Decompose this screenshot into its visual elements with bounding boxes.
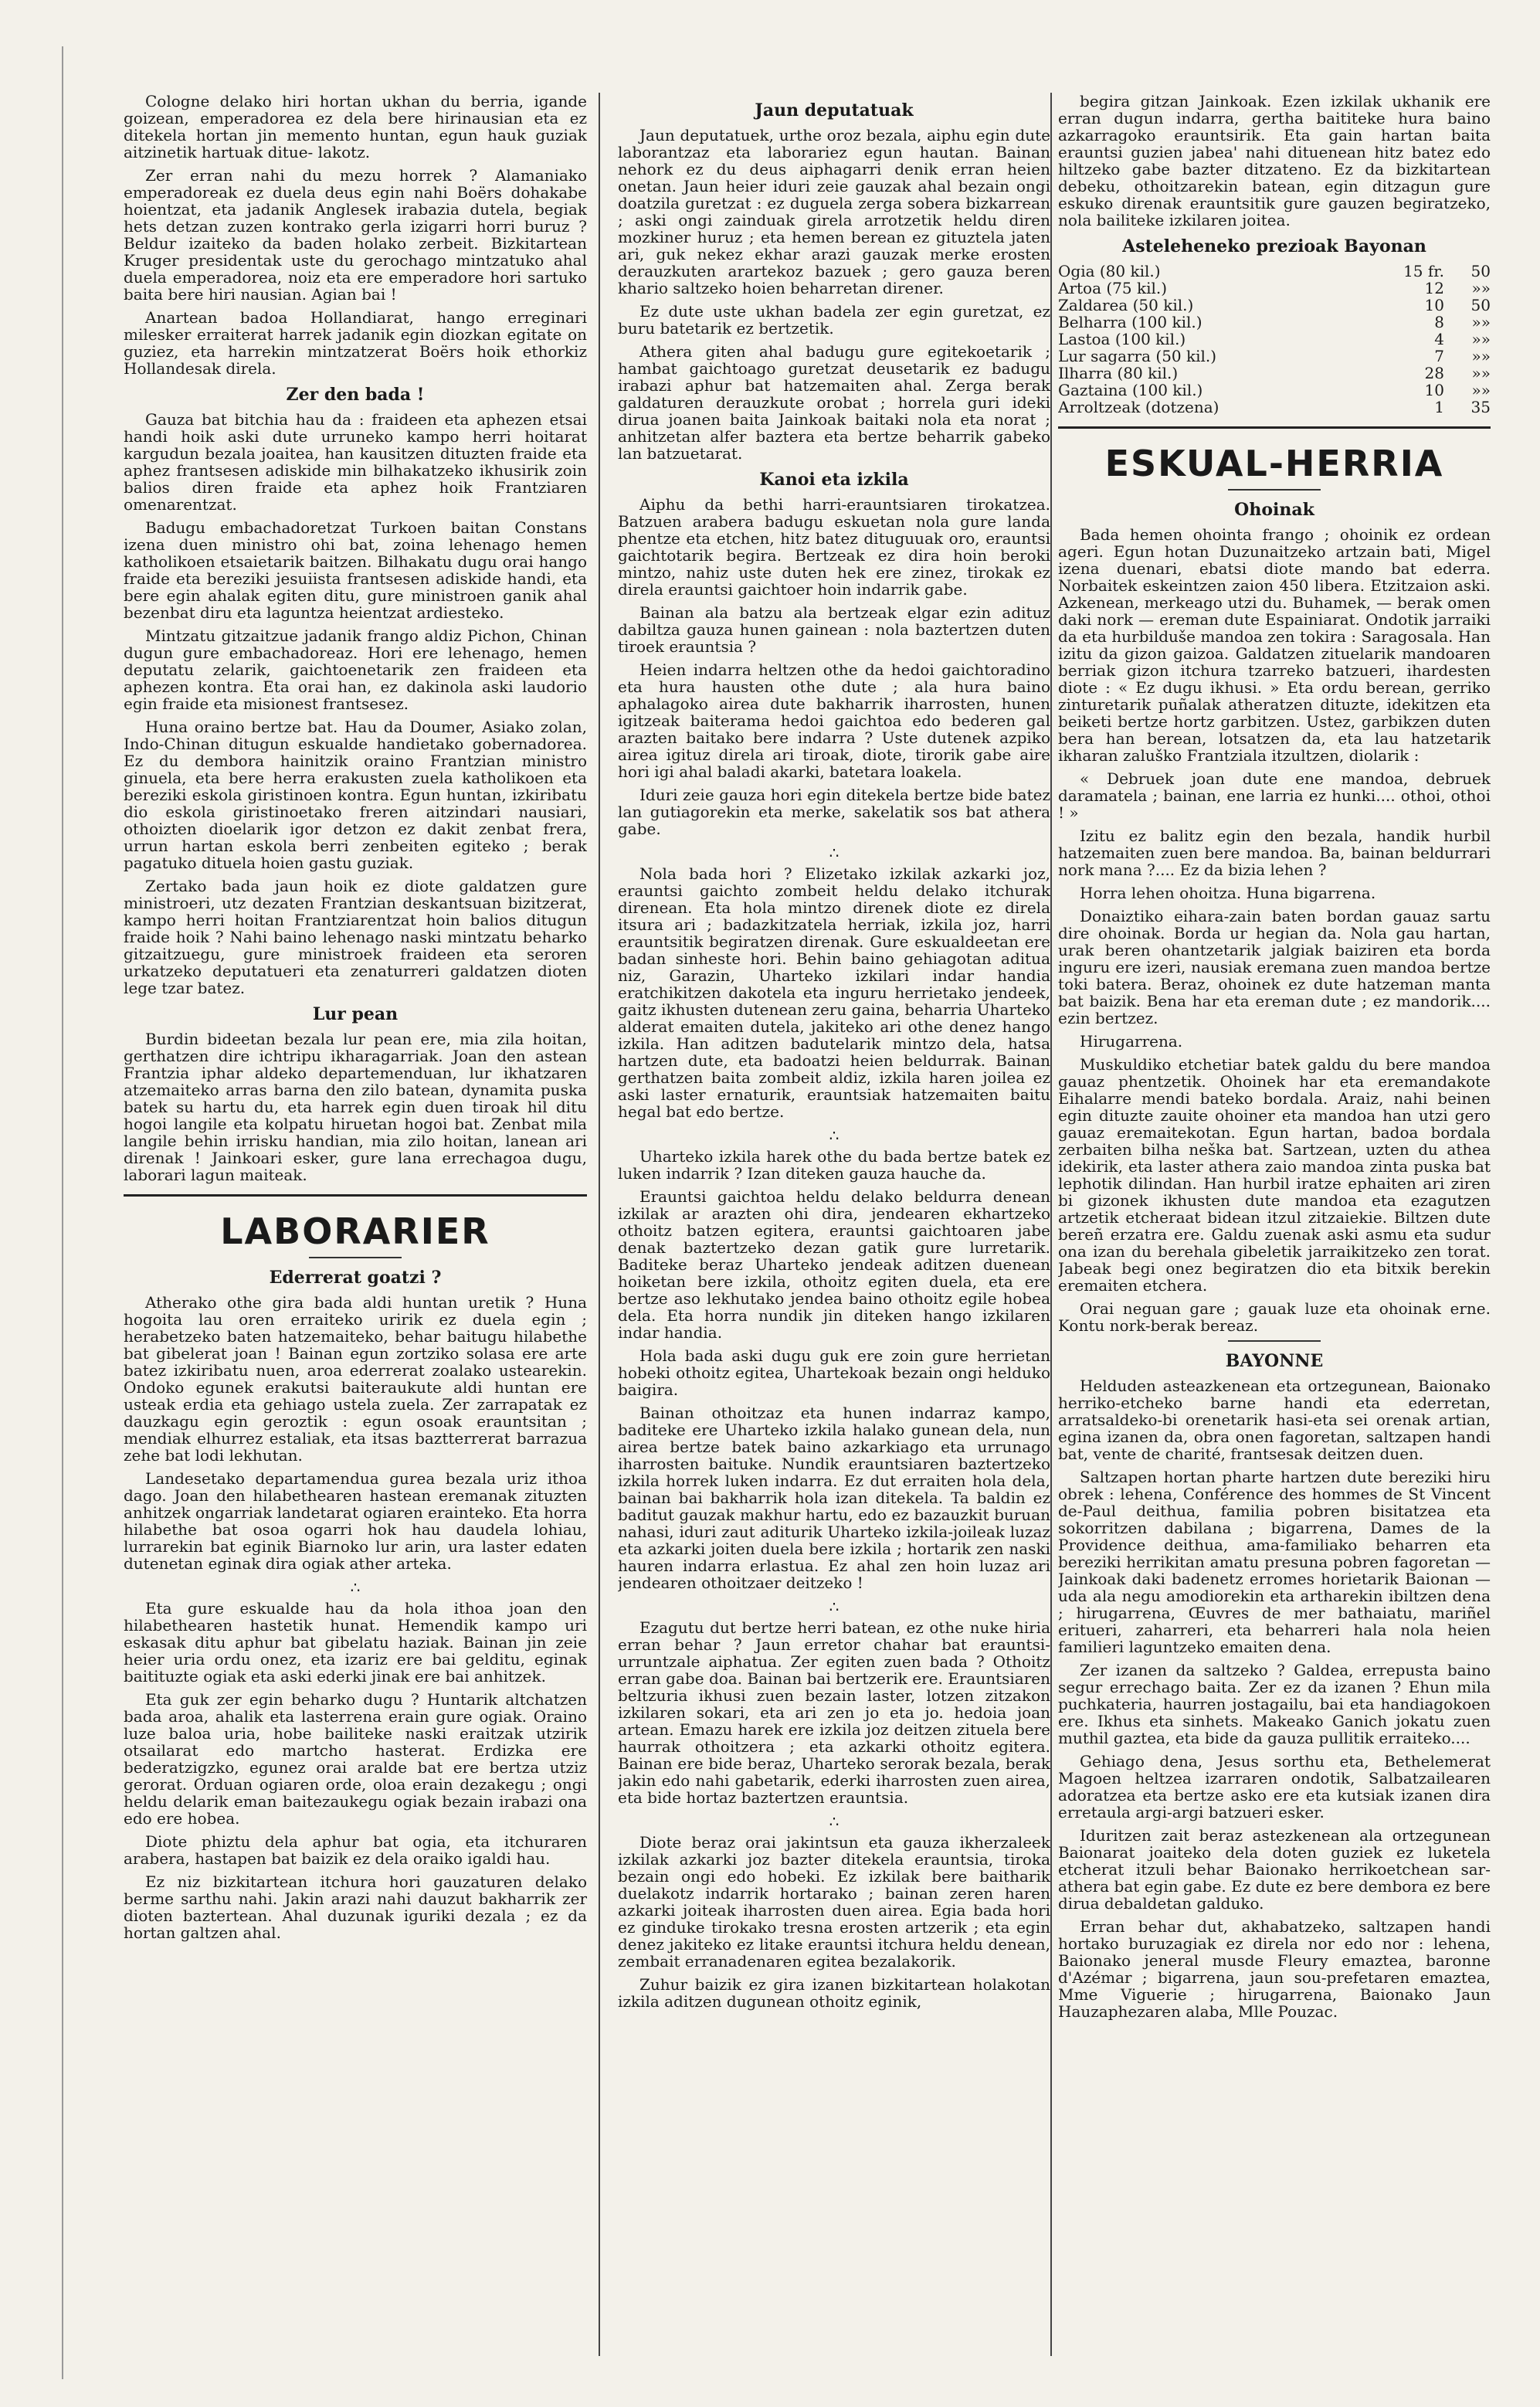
paragraph: Landesetako departamendua gurea bezala uriz ithoa dago. Joan den hilabethearen hastean eremanak zituzten anhitzek ongarriak landetarat ogiaren erainteko. Eta horra hilabethe bat osoa ogarri hok hau daudela lohiau, lurrarekin bat eginik Biarnoko lur arin, ura laster edaten dutenetan eginak dira ogiak ather arteka.: [124, 1469, 587, 1573]
paragraph: Eta gure eskualde hau da hola ithoa joan den hilabethearen hastetik hunat. Hemendik kampo uri eskasak ditu aphur bat gibelatu haziak. Bainan jin zeie heier uria ordu onez, eta izariz ere bai gelditu, eginak baitituzte ogiak eta aski ederki jinak ere bai anhitzek.: [124, 1599, 587, 1686]
paragraph: Orai neguan gare ; gauak luze eta ohoinak erne. Kontu nork-berak bereaz.: [1058, 1299, 1491, 1335]
section-ornament: ∴: [829, 1126, 840, 1145]
paragraph: Muskuldiko etchetiar batek galdu du bere mandoa gauaz phentzetik. Ohoinek har eta eremandakote Eihalarre mendi bateko bordala. Araiz, nahi beinen egin dituzte zauite ohoiner eta mandoa han utzi gero gauaz eremaitekotan. Egun hartan, badoa bordala zerbaiten bilha neška bat. Sartzean, uzten du athea idekirik, eta laster athera zaio mandoa zinta puska bat lephotik dilindan. Han hurbil iratze ephaiten ari ziren bi gizonek ikhusten dute mandoa eta ezagutzen artzetik etcheraat bidean itzul zitzaiekie. Biltzen dute bereñ erzatra ere. Galdu zuenak aski asmu eta sudur ona izan du berehala gibeletik jarraikitzeko zen torat. Jabeak begi onez begiratzen dio eta bitxik berekin eremaiten etchera.: [1058, 1055, 1491, 1295]
paragraph: Zer erran nahi du mezu horrek ? Alamaniako emperadoreak ez duela deus egin nahi Boërs dohakabe hoientzat, eta jadanik Anglesek irabazia dutela, begiak hets detzan zuzen kontrako gerla izigarri horri buruz ? Beldur izaiteko da baden holako zerbeit. Bizkitartean Kruger presidentak uste du gerochago mintzatuko ahal duela emperadorea, noiz eta ere emperadore hori sartuko baita bere hiri nausian. Agian bai !: [124, 166, 587, 304]
price-value: 15 fr.: [1403, 262, 1444, 280]
paragraph: Burdin bideetan bezala lur pean ere, mia zila hoitan, gerthatzen dire ichtripu ikharagarriak. Joan den astean Frantzia iphar aldeko departemenduan, lur ikhatzaren atzemaiteko arras barna den zilo batean, dynamita puska batek su hartu du, eta harrek egin duen tiroak hil ditu hogoi langile eta kolpatu hiruetan hogoi bat. Zenbat mila langile behin irrisku handian, mia zilo hoitan, lanean ari direnak ! Jainkoari esker, gure lana errechagoa dugu, laborari lagun maiteak.: [124, 1030, 587, 1184]
paragraph: Ez dute uste ukhan badela zer egin guretzat, ez buru batetarik ez bertzetik.: [618, 302, 1050, 338]
section-heading: BAYONNE: [1225, 1351, 1324, 1371]
paragraph: Erran behar dut, akhabatzeko, saltzapen handi hortako buruzagiak ez direla nor edo nor : lehena, Baionako jeneral musde Fleury emaztea, baronne d'Azémar ; bigarrena, jaun sou-prefetaren emaztea, Mme Viguerie ; hirugarrena, Baionako Jaun Hauzaphezaren alaba, Mlle Pouzac.: [1058, 1917, 1491, 2021]
price-item: Lastoa (100 kil.): [1058, 330, 1186, 348]
paragraph: Hola bada aski dugu guk ere zoin gure herrietan hobeki othoitz egitea, Uhartekoak bezain ongi helduko baigira.: [618, 1346, 1050, 1399]
price-row: [1058, 263, 1491, 280]
divider: [309, 1257, 402, 1258]
price-value: 8: [1434, 313, 1444, 331]
paragraph: Diote phiztu dela aphur bat ogia, eta itchuraren arabera, hastapen bat baizik ez dela oraiko igaldi hau.: [124, 1832, 587, 1868]
paragraph: Gauza bat bitchia hau da : fraideen eta aphezen etsai handi hoik aski dute urruneko kampo herri hoitarat kargudun bezala joaitea, han kausitzen dituzten fraide eta aphez frantsesen adiskide min bilhakatzeko ikhusirik zoin balios diren fraide eta aphez hoik Frantziaren omenarentzat.: [124, 410, 587, 514]
price-item: Gaztaina (100 kil.): [1058, 381, 1203, 399]
paragraph: Ezagutu dut bertze herri batean, ez othe nuke hiria erran behar ? Jaun erretor chahar bat erauntsi-urruntzale aiphatua. Zer egiten zuen bada ? Othoitz erran gabe doa. Bainan bai bertzerik ere. Erauntsiaren beltzuria ikhusi zuen bezain laster, lotzen zitzakon izkilaren sokari, eta ari zen jo eta jo. hedoia joan artean. Emazu harek ere izkila joz deitzen zituela bere haurrak othoitzera ; eta azkarki othoitz egitera. Bainan ere bide beraz, Uharteko serorak bezala, berak jakin edo nahi gabetarik, ederki iharrosten zuen airea, eta bide hortaz baztertzen erauntsia.: [618, 1618, 1050, 1807]
paragraph: Izitu ez balitz egin den bezala, handik hurbil hatzemaiten zuen bere mandoa. Ba, bainan beldurrari nork mana ?.... Ez da bizia lehen ?: [1058, 827, 1491, 879]
paragraph: Zertako bada jaun hoik ez diote galdatzen gure ministroeri, utz dezaten Frantzian deskantsuan bizitzerat, kampo herri hoitan Frantziarentzat hoin balios ditugun fraide hoik ? Nahi baino lehenago naski mintzatu beharko gitzaitzuegu, gure ministroek fraideen eta seroren urkatzeko deputatueri eta zenaturreri galdatzen dioten lege tzar batez.: [124, 877, 587, 997]
paragraph: Mintzatu gitzaitzue jadanik frango aldiz Pichon, Chinan dugun gure embachadoreaz. Hori ere lehenago, hemen deputatu zelarik, gaichtoenetarik zen fraideen eta aphezen kontra. Eta orai han, ez dakinola aski laudorio egin fraide eta misionest frantsesez.: [124, 626, 587, 713]
price-value: 1: [1434, 398, 1444, 416]
price-value: 7: [1434, 347, 1444, 365]
paragraph: Horra lehen ohoitza. Huna bigarrena.: [1080, 884, 1376, 902]
price-value: »»: [1471, 313, 1491, 331]
price-item: Belharra (100 kil.): [1058, 313, 1202, 331]
paragraph: « Debruek joan dute ene mandoa, debruek daramatela ; bainan, ene larria ez hunki.... othoi, othoi ! »: [1058, 769, 1491, 822]
paragraph: Zuhur baizik ez gira izanen bizkitartean holakotan izkila aditzen dugunean othoitz eginik,: [618, 1975, 1050, 2011]
paragraph: Uharteko izkila harek othe du bada bertze batek ez luken indarrik ? Izan diteken gauza hauche da.: [618, 1147, 1050, 1183]
paragraph: Erauntsi gaichtoa heldu delako beldurra denean izkilak ar arazten ohi dira, jendearen ekhartzeko othoitz batzen egitera, erauntsi gaichtoaren jabe denak baztertzeko dezan gatik gure lurretarik. Baditeke beraz Uharteko jendeak aditzen duenean hoiketan bere izkila, othoitz egiten duela, eta ere bertze aso lekhutako jendea baino othoitz egile hobea dela. Eta horra nundik jin diteken hango izkilaren indar handia.: [618, 1187, 1050, 1342]
price-value: 50: [1470, 296, 1491, 314]
section-ornament: ∴: [829, 844, 840, 862]
section-heading: Kanoi eta izkila: [759, 470, 909, 490]
paragraph: Huna oraino bertze bat. Hau da Doumer, Asiako zolan, Indo-Chinan ditugun eskualde handietako gobernadorea. Ez du dembora hainitzik oraino Frantzian ministro ginuela, eta bere herra erakusten zuela katholikoen eta bereziki eskola giristinoen kontra. Egun huntan, izkiribatu dio eskola giristinoetako freren aitzindari nausiari, othoizten dioelarik igor detzon ez dakit zenbat frera, urrun hartan eskola berri zenbeiten egiteko ; berak pagatuko dituela hoien gastu guziak.: [124, 718, 587, 872]
price-item: Zaldarea (50 kil.): [1058, 296, 1194, 314]
price-value: 10: [1424, 381, 1444, 399]
section-ornament: ∴: [829, 1812, 840, 1831]
section-heading: Zer den bada !: [286, 385, 425, 405]
price-value: 28: [1424, 364, 1444, 382]
paragraph: Bainan ala batzu ala bertzeak elgar ezin adituz dabiltza gauza hunen gainean : nola baztertzen duten tiroek erauntsia ?: [618, 603, 1050, 656]
price-value: »»: [1471, 330, 1491, 348]
price-value: 12: [1424, 279, 1444, 297]
intro-section: [124, 93, 587, 377]
price-row: [1058, 399, 1491, 416]
paragraph: Nola bada hori ? Elizetako izkilak azkarki joz, erauntsi gaichto zombeit heldu delako itchurak direnean. Eta hola mintzo direnek diote ez direla itsura ari ; badazkitzatela herriak, izkila joz, harri erauntsitik begiratzen direnak. Gure eskualdeetan ere badan sinheste hori. Behin baino gehiagotan aditua niz, Garazin, Uharteko izkilari indar handia eratchikitzen dakotela eta inguru herrietako jendeek, gaitz ikhusten dutenean zeru gaina, beharria Uharteko alderat emaiten dutela, jakiteko ari othe denez hango izkila. Han aditzen badutelarik mintzo dela, hatsa hartzen dute, eta badoatzi heien beldurrak. Bainan gerthatzen baita zombeit aldiz, izkila haren joilea ez aski laster ernaturik, erauntsiak hatzemaiten baitu hegal bat edo bertze.: [618, 864, 1050, 1121]
price-value: 35: [1470, 398, 1491, 416]
section-heading: Ederrerat goatzi ?: [269, 1268, 442, 1288]
price-value: »»: [1471, 279, 1491, 297]
section-ornament: ∴: [350, 1578, 361, 1597]
section-heading: Jaun deputatuak: [755, 100, 914, 121]
price-item: Lur sagarra (50 kil.): [1058, 347, 1217, 365]
paragraph: Gehiago dena, Jesus sorthu eta, Bethelemerat Magoen heltzea izarraren ondotik, Salbatzailearen adoratzea eta bertze asko ere eta kutsiak izanen dira erretaula argi-argi batzueri esker.: [1058, 1752, 1491, 1821]
paragraph: Bainan othoitzaz eta hunen indarraz kampo, baditeke ere Uharteko izkila halako gunean dela, nun airea bertze batek baino azkarkiago eta urrunago iharrosten baituke. Nundik erauntsiaren baztertzeko izkila horrek luken indarra. Ez dut erraiten hola dela, bainan bai bakharrik hola izan ditekela. Ta baldin ez baditut gauzak makhur hartu, edo ez bazauzkit buruan nahasi, iduri zaut aditurik Uharteko izkila-joileak luzaz eta azkarki joiten duela bere izkila ; hortarik zen naski hauren indarra erlastua. Ez ahal zen hoin luzaz ari jendearen othoitzaer deitzeko !: [618, 1404, 1050, 1592]
price-row: [1058, 297, 1491, 314]
column-2: [618, 93, 1050, 2364]
paragraph: Helduden asteazkenean eta ortzegunean, Baionako herriko-etcheko barne handi eta ederretan, arratsaldeko-bi orenetarik hasi-eta sei orenak artian, egina izanen da, obra onen fagoretan, saltzapen handi bat, vente de charité, frantsesak deitzen duen.: [1058, 1377, 1491, 1463]
price-value: »»: [1471, 347, 1491, 365]
price-value: »»: [1471, 381, 1491, 399]
price-value: 50: [1470, 262, 1491, 280]
paragraph: Saltzapen hortan pharte hartzen dute bereziki hiru obrek : lehena, Conférence des hommes de St Vincent de-Paul deithua, familia pobren bisitatzea eta sokorritzen dabilana ; bigarrena, Dames de la Providence deithua, ama-familiako beharren eta bereziki herrikitan amatu presuna pobren fagoretan — Jainkoak daki badenetz erromes horietarik Baionan — uda ala negu amodiorekin eta artharekin ibiltzen dena ; hirugarrena, Œuvres de mer bathaiatu, mariñel eritueri, zaharreri, eta beharreri hala nola heien familieri laguntzeko emaiten dena.: [1058, 1468, 1491, 1656]
paragraph: Eta guk zer egin beharko dugu ? Huntarik altchatzen bada aroa, ahalik eta lasterrena erain gure ogiak. Oraino luze baloa uria, hobe bailiteke naski eraitzak utzirik otsailarat edo martcho hasterat. Erdizka ere bederatzigzko, egunez orai aralde bat ere bertza utziz gerorat. Orduan ogiaren orde, oloa erain dezakegu ; ongi heldu delarik eman baitezaukegu ogiak bezain irabazi ona edo ere hobea.: [124, 1690, 587, 1828]
paragraph: Anartean badoa Hollandiarat, hango erreginari milesker erraiterat harrek jadanik egin diozkan egitate on guziez, eta harrekin mintzatzerat Boërs hoik ethorkiz Hollandesak direla.: [124, 308, 587, 378]
price-row: [1058, 331, 1491, 348]
paragraph: Cologne delako hiri hortan ukhan du berria, igande goizean, emperadorea ez dela bere hirinausian eta ez ditekela hortan jin memento huntan, egun hauk guziak aitzinetik hartuak ditue- lakotz.: [124, 93, 587, 161]
price-row: [1058, 280, 1491, 297]
paragraph: Donaiztiko eihara-zain baten bordan gauaz sartu dire ohoinak. Borda ur hegian da. Nola gau hartan, urak beren ohantzetarik jalgiak baiziren eta borda inguru ere izeri, nausiak eremana zuen mandoa bertze toki batera. Beraz, ohoinek ez dute hatzeman manta bat baizik. Bena har eta ereman dute ; ez mandorik.... ezin bertzez.: [1058, 907, 1491, 1027]
section-heading: Ohoinak: [1234, 500, 1314, 520]
price-list: [1058, 263, 1491, 416]
paragraph: Hirugarrena.: [1080, 1032, 1183, 1051]
column-1: [124, 93, 587, 2364]
price-item: Ogia (80 kil.): [1058, 262, 1161, 280]
divider: [1228, 489, 1321, 491]
price-row: [1058, 314, 1491, 331]
price-item: Artoa (75 kil.): [1058, 279, 1168, 297]
paragraph: Ez niz bizkitartean itchura hori gauzaturen delako berme sarthu nahi. Jakin arazi nahi dauzut bakharrik zer dioten baztertean. Ahal duzunak iguriki dezala ; ez da hortan galtzen ahal.: [124, 1872, 587, 1942]
price-value: »»: [1471, 364, 1491, 382]
paragraph: Iduritzen zait beraz astezkenean ala ortzegunean Baionarat joaiteko dela doten guziek ez luketela etcherat itzuli behar Baionako herrikoetchean sar-athera bat egin gabe. Ez dute ez bere dembora ez bere dirua debaldetan galduko.: [1058, 1826, 1491, 1913]
paragraph: Heien indarra heltzen othe da hedoi gaichtoradino eta hura hausten othe dute ; ala hura baino aphalagoko airea dute bakharrik iharrosten, hunen igitzeak baiterama hedoi gaichtoa edo bederen gal arazten baitako bere indarra ? Uste dutenek azpiko airea igituz direla ari tiroak, diote, tirorik gabe aire hori igi ahal baladi akarki, batetara loakela.: [618, 660, 1050, 781]
price-value: 4: [1434, 330, 1444, 348]
paragraph: Iduri zeie gauza hori egin ditekela bertze bide batez lan gutiagorekin eta merke, sakelatik sos bat athera gabe.: [618, 786, 1050, 838]
column-rule: [1050, 93, 1052, 2356]
price-row: [1058, 348, 1491, 365]
divider: [124, 1194, 587, 1197]
section-ornament: ∴: [829, 1597, 840, 1616]
divider: [1228, 1340, 1321, 1342]
section-heading: Lur pean: [312, 1004, 399, 1024]
paragraph: Diote beraz orai jakintsun eta gauza ikherzaleek izkilak azkarki joz bazter ditekela erauntsia, tiroka bezain ongi edo hobeki. Ez izkilak bere baitharik duelakotz indarrik hortarako ; bainan zeren haren azkarki joiteak iharrosten duen airea. Egia bada hori ez ginduke tirokako tresna erosten artzerik ; eta egin denez jakiteko ez litake erauntsi itchura heldu denean, zembait erranadenaren egitea bezalakorik.: [618, 1833, 1050, 1971]
section-heading: Asteleheneko prezioak Bayonan: [1122, 236, 1426, 256]
section-title: LABORARIER: [220, 1210, 490, 1252]
price-item: Arroltzeak (dotzena): [1058, 398, 1219, 416]
page-fold-line: [62, 46, 63, 2379]
newspaper-page: [46, 46, 1498, 2379]
paragraph: Aiphu da bethi harri-erauntsiaren tirokatzea. Batzuen arabera badugu eskuetan nola gure landa phentze eta etchen, hitz batez dituguuak oro, erauntsi gaichtotarik begira. Bertzeak ez dira hoin beroki mintzo, nahiz uste duten hek ere zinez, tirokak ez direla erauntsi gaichtoer hoin indarrik gabe.: [618, 495, 1050, 599]
price-row: [1058, 365, 1491, 382]
paragraph: Zer izanen da saltzeko ? Galdea, errepusta baino segur errechago baita. Zer ez da izanen ? Ehun mila puchkateria, haurren jostagailu, bai eta handiagokoen ere. Ikhus eta sinhets. Makeako Ganich jokatu zuen muthil gaztea, eta bide da gauza pullitik erraiteko....: [1058, 1661, 1491, 1747]
price-row: [1058, 382, 1491, 399]
paragraph: Bada hemen ohointa frango ; ohoinik ez ordean ageri. Egun hotan Duzunaitzeko artzain bati, Migel izena duenari, ebatsi diote mando bat ederra. Norbaitek eskeintzen zaion 450 libera. Etzitzaion aski. Azkenean, merkeago utzi du. Buhamek, — berak omen daki nork — ereman dute Espainiarat. Ondotik jarraiki da eta hurbilduše mandoa zen tokira : Saragosala. Han izitu da gizon gaizoa. Galdatzen zituelarik mandoaren berriak gizon itchura tzarreko batzueri, ihardesten diote : « Ez dugu ikhusi. » Eta ordu berean, gerriko zinturetarik puñalak atheratzen dituzte, idekitzen eta beiketi bertze hortz garbitzen. Ustez, garbikzen duten bera han berean, lotsatzen da, eta lau hatzetarik ikharan zaluško Frantziala itzultzen, diolarik :: [1058, 525, 1491, 765]
paragraph: begira gitzan Jainkoak. Ezen izkilak ukhanik ere erran dugun indarra, gertha baititeke hura baino azkarragoko erauntsirik. Eta gain hartan baita erauntsi guzien jabea' nahi dituenean hitz batez edo hiltzeko gabe bazter ditzateno. Ez da bizkitartean debeku, othoitzarekin batean, egin ditzagun gure eskuko direnak erauntsitik gure gauzen begiratzeko, nola bailiteke izkilaren joitea.: [1058, 93, 1491, 229]
paragraph: Athera giten ahal badugu gure egitekoetarik ; hambat gaichtoago guretzat deusetarik ez badugu irabazi aphur bat hatzemaiten ahal. Zerga berak galdaturen derauzkute orobat ; horrela guri ideki dirua joanen baita Jainkoak baitaki nola eta norat ; anhitzetan alfer baztera eta bertze beharrik gabeko lan batzuetarat.: [618, 342, 1050, 463]
column-rule: [599, 93, 600, 2356]
divider: [1058, 426, 1491, 429]
section-title: ESKUAL-HERRIA: [1104, 443, 1444, 484]
paragraph: Badugu embachadoretzat Turkoen baitan Constans izena duen ministro ohi bat, zoina lehenago hemen katholikoen etsaietarik baitzen. Bilhakatu dugu orai hango fraide eta bereziki jesuiista frantsesen adiskide handi, eta bere egin ahalak egiten ditu, gure ministroen ganik ahal bezenbat diru eta laguntza heientzat ardiesteko.: [124, 518, 587, 622]
paragraph: Atherako othe gira bada aldi huntan uretik ? Huna hogoita lau oren erraiteko uririk ez duela egin ; herabetzeko baten hatzemaiteko, behar baitugu hilabethe bat gibelerat joan ! Bainan egun zortziko solasa ere arte batez izkiribatu nuen, aroa ederrerat zoalako ustearekin. Ondoko egunek erakutsi baiteraukute aldi huntan ere usteak erdia eta gehiago ustela zuela. Zer zarrapatak ez dauzkagu egin geroztik : egun osoak erauntsitan ; mendiak elhurrez estaliak, eta itsas baztterrerat barrazua zehe bat lodi lekhutan.: [124, 1293, 587, 1465]
paragraph: Jaun deputatuek, urthe oroz bezala, aiphu egin dute laborantzaz eta laborariez egun hautan. Bainan nehork ez du deus aiphagarri denik erran heien onetan. Jaun heier iduri zeie gauzak ahal bezain ongi doatzila guretzat : ez duguela zerga sobera bizkarrean ; aski ongi zainduak girela arrotzetik heldu diren mozkiner huruz ; eta hemen berean ez gituztela jaten ari, guk nekez ekhar arazi gauzak merke erosten derauzkuten arartekoz bazuek ; gero gauza beren khario saltzeko hoien beharretan direner.: [618, 126, 1050, 297]
column-3: [1058, 93, 1491, 2364]
price-value: 10: [1424, 296, 1444, 314]
price-item: Ilharra (80 kil.): [1058, 364, 1179, 382]
